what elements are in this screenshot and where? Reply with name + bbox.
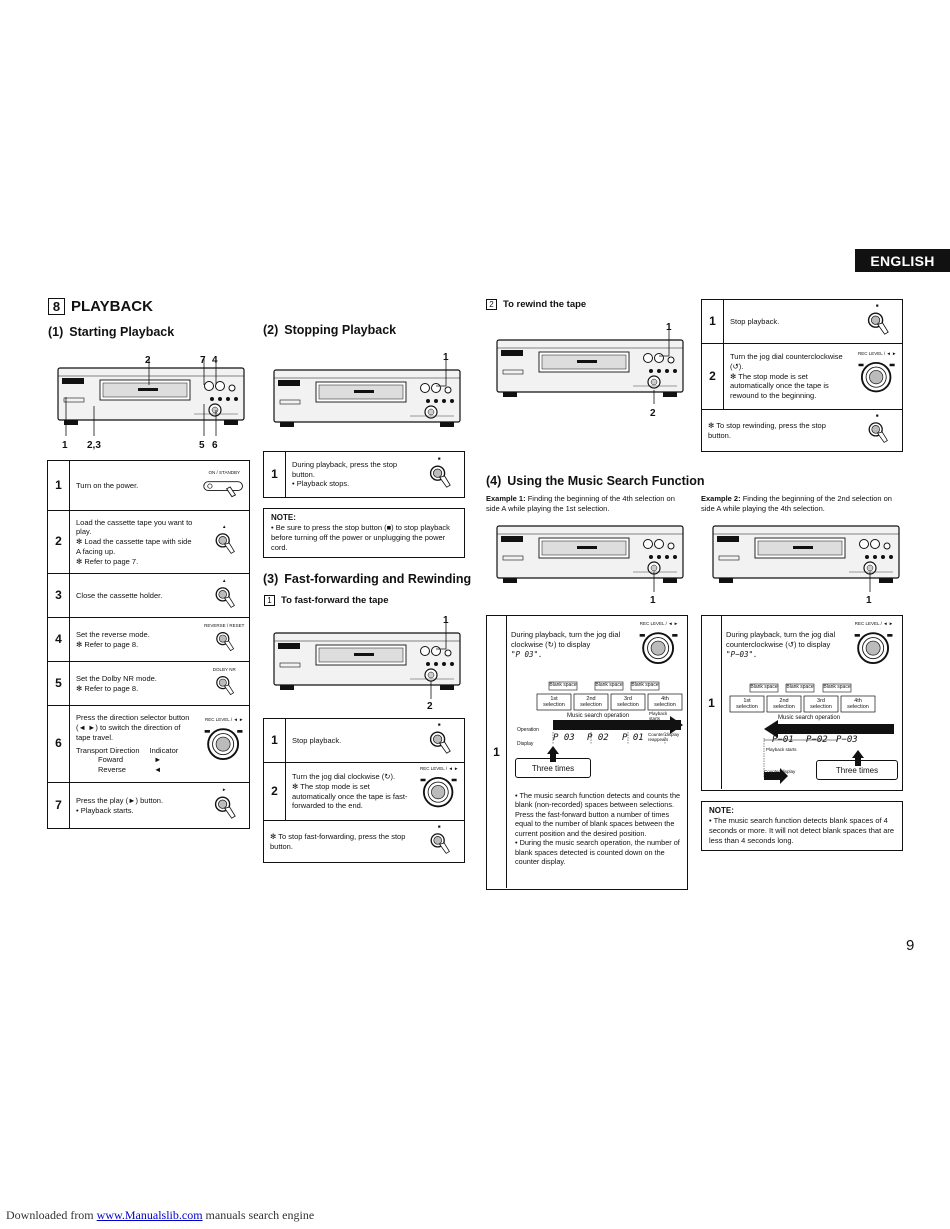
callout-6: 6 [212, 440, 218, 451]
step-row [264, 719, 465, 763]
rew-steps-table [701, 299, 903, 452]
callout-2: 2 [145, 355, 151, 366]
jog-dial-icon: REC LEVEL / ◄ ► [848, 622, 900, 676]
starting-steps-table [47, 460, 250, 829]
step-row [48, 662, 250, 706]
deck-illustration [272, 368, 462, 430]
step-footnote: ✻ To stop fast-forwarding, press the stop button. [264, 821, 415, 863]
step-number: 2 [264, 763, 286, 821]
step-text: Set the Dolby NR mode. ✻ Refer to page 8. [70, 662, 200, 706]
operation-label: Music search operation [567, 713, 630, 719]
step-text: Close the cassette holder. [70, 574, 200, 618]
callout-2-3: 2,3 [87, 440, 101, 451]
three-times-box: Three times [515, 758, 591, 778]
jog-dial-icon: REC LEVEL / ◄ ► [200, 706, 250, 783]
selection-label: 1st selection [543, 696, 565, 709]
stop-button-icon: ■ [415, 719, 465, 763]
blank-space-label: Blank space [786, 684, 814, 690]
example1-instruction: During playback, turn the jog dial clockwise (↻) to display "P 03". [511, 630, 621, 659]
step-number: 6 [48, 706, 70, 783]
step-row [48, 511, 250, 574]
display-value: P−02 [806, 735, 828, 745]
section-title-text: PLAYBACK [71, 298, 153, 315]
starting-playback-title: (1) Starting Playback [48, 325, 175, 339]
eject-button-icon: ▲ [200, 574, 250, 618]
rew-subtitle: 2 To rewind the tape [486, 299, 586, 310]
jog-dial-icon: REC LEVEL / ◄ ► [415, 763, 465, 821]
stopping-playback-title: (2) Stopping Playback [263, 323, 397, 337]
direction-row: Reverse ◄ [98, 765, 162, 774]
stopping-note: NOTE: • Be sure to press the stop button (■) to stop playback before turning off the power or unplugging the power cord. [263, 508, 465, 558]
step-row [264, 452, 465, 498]
step-text: Stop playback. [724, 300, 853, 344]
step-row [48, 783, 250, 829]
row-label: Display [517, 741, 534, 747]
step-row [702, 344, 903, 410]
selection-label: 1st selection [736, 698, 758, 711]
example2-instruction: During playback, turn the jog dial counterclockwise (↺) to display "P−03". [726, 630, 836, 659]
callout-1: 1 [650, 595, 656, 606]
callout-4: 4 [212, 355, 218, 366]
step-row [48, 706, 250, 783]
ffrew-title: (3) Fast-forwarding and Rewinding [263, 572, 472, 586]
step-number: 3 [48, 574, 70, 618]
step-row [48, 461, 250, 511]
step-text: During playback, press the stop button. • Playback stops. [286, 452, 415, 498]
step-number: 2 [702, 344, 724, 410]
step-text: Press the direction selector button (◄ ►) to switch the direction of tape travel. Transport Direction Indicator Foward ► Reverse ◄ [70, 706, 200, 783]
step-number: 5 [48, 662, 70, 706]
page-number: 9 [906, 937, 915, 954]
step-number: 7 [48, 783, 70, 829]
step-text: Stop playback. [286, 719, 415, 763]
direction-row: Foward ► [98, 755, 162, 765]
ff-subtitle: 1 To fast-forward the tape [264, 595, 389, 606]
callout-1: 1 [866, 595, 872, 606]
example1-bullets: • The music search function detects and counts the blank (non-recorded) spaces between selections. Press the fast-forward button a number of times equal to the number of blank spaces between the current position and the desired position. • During the music search operation, the number of blank spaces detected is counted down on the counter display. [515, 791, 681, 867]
display-value: P−01 [772, 735, 794, 745]
stop-button-icon: ■ [415, 821, 465, 863]
selection-label: 4th selection [654, 696, 676, 709]
blank-space-label: Blank space [549, 682, 577, 688]
deck-illustration [495, 338, 685, 400]
blank-space-label: Blank space [631, 682, 659, 688]
playback-starts-label: Playback starts [766, 747, 797, 752]
three-times-box: Three times [816, 760, 898, 780]
power-button-icon: ON / STANDBY [200, 461, 250, 511]
callout-1: 1 [443, 615, 449, 626]
selection-label: 3rd selection [810, 698, 832, 711]
example2-text: Example 2: Finding the beginning of the 2nd selection on side A while playing the 4th selection. [701, 494, 892, 513]
step-row [264, 821, 465, 863]
step-row [702, 410, 903, 452]
counter-reappears-label: Counter display reappears [648, 732, 680, 742]
step-row [702, 300, 903, 344]
section-title [48, 298, 153, 315]
deck-illustration [711, 524, 901, 586]
step-number: 4 [48, 618, 70, 662]
dolby-button-icon: DOLBY NR [200, 662, 250, 706]
callout-1: 1 [666, 322, 672, 333]
display-value: P−03 [836, 735, 858, 745]
deck-illustration [56, 366, 246, 428]
blank-space-label: Blank space [750, 684, 778, 690]
music-search-note: NOTE: • The music search function detects blank spaces of 4 seconds or more. It will not detect blank spaces that are less than 4 seconds long. [701, 801, 903, 851]
example1-panel [486, 615, 688, 890]
display-value: P 03 [553, 733, 575, 743]
jog-dial-icon: REC LEVEL / ◄ ► [853, 344, 903, 410]
play-button-icon: ► [200, 783, 250, 829]
direction-table-head: Transport Direction Indicator [76, 745, 179, 755]
row-label: Operation [517, 727, 539, 733]
example2-panel [701, 615, 903, 791]
download-footer: Downloaded from www.Manualslib.com manuals search engine [6, 1208, 315, 1222]
step-text: Set the reverse mode. ✻ Refer to page 8. [70, 618, 200, 662]
selection-label: 4th selection [847, 698, 869, 711]
stop-button-icon: ■ [415, 452, 465, 498]
stopping-steps-table [263, 451, 465, 498]
step-number: 1 [702, 616, 722, 789]
music-search-title: (4) Using the Music Search Function [486, 474, 705, 488]
jog-dial-icon: REC LEVEL / ◄ ► [633, 622, 685, 676]
stop-button-icon: ■ [853, 300, 903, 344]
callout-1: 1 [443, 352, 449, 363]
section-number: 8 [48, 298, 65, 315]
deck-illustration [495, 524, 685, 586]
callout-1: 1 [62, 440, 68, 451]
language-tab: ENGLISH [855, 249, 950, 272]
step-number: 1 [702, 300, 724, 344]
playback-starts-label: Playback starts [649, 711, 668, 721]
display-value: P 02 [587, 733, 609, 743]
step-number: 1 [487, 616, 507, 888]
callout-5: 5 [199, 440, 205, 451]
step-text: Load the cassette tape you want to play. ✻ Load the cassette tape with side A facing up. ✻ Refer to page 7. [70, 511, 200, 574]
step-number: 1 [48, 461, 70, 511]
step-text: Turn on the power. [70, 461, 200, 511]
step-number: 1 [264, 719, 286, 763]
step-text: Press the play (►) button. • Playback starts. [70, 783, 200, 829]
display-value: P 01 [622, 733, 644, 743]
reverse-button-icon: REVERSE / RESET [200, 618, 250, 662]
step-row [48, 618, 250, 662]
selection-label: 2nd selection [773, 698, 795, 711]
manualslib-link[interactable]: www.Manualslib.com [96, 1208, 203, 1222]
stop-button-icon: ■ [853, 410, 903, 452]
eject-button-icon: ▲ [200, 511, 250, 574]
callout-2: 2 [650, 408, 656, 419]
step-row [48, 574, 250, 618]
ff-steps-table [263, 718, 465, 863]
counter-reappears-label: Counter display reappears [764, 769, 796, 779]
operation-label: Music search operation [778, 715, 841, 721]
example1-text: Example 1: Finding the beginning of the 4th selection on side A while playing the 1st selection. [486, 494, 675, 513]
blank-space-label: Blank space [823, 684, 851, 690]
step-number: 2 [48, 511, 70, 574]
step-text: Turn the jog dial counterclockwise (↺). ✻ The stop mode is set automatically once the tape is rewound to the beginning. [724, 344, 853, 410]
blank-space-label: Blank space [595, 682, 623, 688]
selection-label: 3rd selection [617, 696, 639, 709]
selection-label: 2nd selection [580, 696, 602, 709]
step-row [264, 763, 465, 821]
callout-2: 2 [427, 701, 433, 712]
callout-7: 7 [200, 355, 206, 366]
step-footnote: ✻ To stop rewinding, press the stop button. [702, 410, 853, 452]
step-number: 1 [264, 452, 286, 498]
step-text: Turn the jog dial clockwise (↻). ✻ The stop mode is set automatically once the tape is fast-forwarded to the end. [286, 763, 415, 821]
deck-illustration [272, 631, 462, 693]
